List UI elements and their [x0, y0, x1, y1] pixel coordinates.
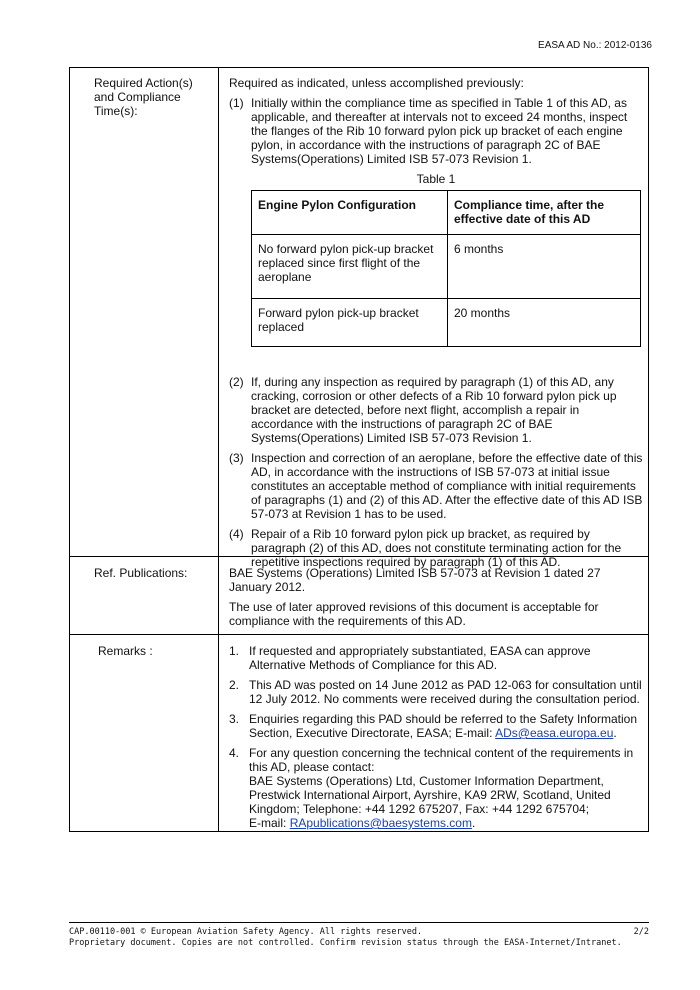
table-header-compliance-time: Compliance time, after the effective date of this AD [448, 191, 641, 235]
table-row [252, 299, 641, 347]
remark-text-end: . [613, 726, 617, 740]
remark-text [249, 746, 643, 830]
remark-text: If requested and appropriately substantiated, EASA can approve Alternative Methods of Compliance for this AD. [249, 644, 591, 672]
paragraph-number: (3) [229, 451, 244, 465]
table-cell: No forward pylon pick-up bracket replaced since first flight of the aeroplane [252, 235, 448, 299]
remark-contact-address: BAE Systems (Operations) Ltd, Customer Information Department, Prestwick International Airport, Ayrshire, KA9 2RW, Scotland, United Kingdom; Telephone: +44 1292 675207, Fax: +44 1292 675704; [249, 774, 611, 816]
required-actions-label: Required Action(s) and Compliance Time(s): [94, 76, 193, 118]
table-cell: 20 months [448, 299, 641, 347]
paragraph-text: If, during any inspection as required by paragraph (1) of this AD, any cracking, corrosion or other defects of a Rib 10 forward pylon pick up bracket are detected, before next flight, accomplish a repair in accordance with the instructions of paragraph 2C of BAE Systems(Operations) Limited ISB 57-073 Revision 1. [251, 375, 617, 445]
remark-contact-intro: For any question concerning the technical content of the requirements in this AD, please contact: [249, 746, 634, 774]
remark-number: 2. [229, 678, 240, 692]
paragraph-number: (4) [229, 527, 244, 541]
remarks-content [229, 644, 643, 836]
paragraph-2 [229, 375, 643, 445]
ref-publications-revisions-note: The use of later approved revisions of this document is acceptable for compliance with the requirements of this AD. [229, 600, 599, 628]
remark-number: 4. [229, 746, 240, 760]
paragraph-number: (1) [229, 96, 244, 110]
table-caption: Table 1 [416, 172, 456, 186]
footer-divider [69, 922, 649, 923]
ref-publications-row [70, 556, 648, 635]
table-cell: 6 months [448, 235, 641, 299]
table-header-configuration: Engine Pylon Configuration [252, 191, 448, 235]
paragraph-number: (2) [229, 375, 244, 389]
table-cell: Forward pylon pick-up bracket replaced [252, 299, 448, 347]
bae-email-link[interactable]: RApublications@baesystems.com [289, 816, 472, 830]
footer-copyright: CAP.00110-001 © European Aviation Safety Agency. All rights reserved. [69, 927, 423, 937]
easa-email-link[interactable]: ADs@easa.europa.eu [495, 726, 614, 740]
remark-item [229, 746, 643, 830]
remarks-label: Remarks : [98, 644, 153, 658]
table-row [252, 235, 641, 299]
ref-publications-text: BAE Systems (Operations) Limited ISB 57-073 at Revision 1 dated 27 January 2012. [229, 566, 601, 594]
remarks-row [70, 634, 648, 832]
required-actions-intro: Required as indicated, unless accomplished previously: [229, 76, 524, 90]
ad-table [69, 67, 649, 832]
paragraph-text: Initially within the compliance time as specified in Table 1 of this AD, as applicable, and thereafter at intervals not to exceed 24 months, inspect the flanges of the Rib 10 forward pylon pick up bracket of each engine pylon, in accordance with the instructions of paragraph 2C of BAE Systems(Operations) Limited ISB 57-073 Revision 1. [251, 96, 628, 166]
remark-email-label: E-mail: [249, 816, 287, 830]
column-divider [218, 635, 219, 832]
column-divider [218, 68, 219, 556]
column-divider [218, 557, 219, 635]
ad-number: EASA AD No.: 2012-0136 [538, 40, 652, 51]
remark-number: 3. [229, 712, 240, 726]
compliance-table [251, 190, 641, 347]
required-actions-content [229, 76, 643, 575]
paragraph-text: Inspection and correction of an aeroplane, before the effective date of this AD, in accordance with the instructions of ISB 57-073 at initial issue constitutes an acceptable method of compliance with initial requirements of paragraphs (1) and (2) of this AD. After the effective date of this AD ISB 57-073 at Revision 1 has to be used. [251, 451, 643, 521]
table-header-row [252, 191, 641, 235]
remark-text [249, 712, 643, 740]
remark-item [229, 644, 643, 672]
remark-number: 1. [229, 644, 240, 658]
ref-publications-label: Ref. Publications: [94, 566, 188, 580]
remark-text-end: . [471, 816, 476, 830]
footer [69, 927, 649, 949]
footer-disclaimer: Proprietary document. Copies are not controlled. Confirm revision status through the EASA-Internet/Intranet. [69, 938, 622, 948]
page-number: 2/2 [633, 927, 649, 937]
remark-text-body: Enquiries regarding this PAD should be referred to the Safety Information Section, Executive Directorate, EASA; E-mail: [249, 712, 637, 740]
remark-item [229, 712, 643, 740]
ref-publications-content [229, 566, 643, 634]
paragraph-3 [229, 451, 643, 521]
remark-text: This AD was posted on 14 June 2012 as PAD 12-063 for consultation until 12 July 2012. No comments were received during the consultation period. [249, 678, 642, 706]
remark-item [229, 678, 643, 706]
required-actions-row [70, 68, 648, 569]
paragraph-1 [229, 96, 643, 166]
paragraph-text: Repair of a Rib 10 forward pylon pick up bracket, as required by paragraph (2) of this AD, does not constitute terminating action for the repetitive inspections required by paragraph (1) of this AD. [251, 527, 622, 569]
